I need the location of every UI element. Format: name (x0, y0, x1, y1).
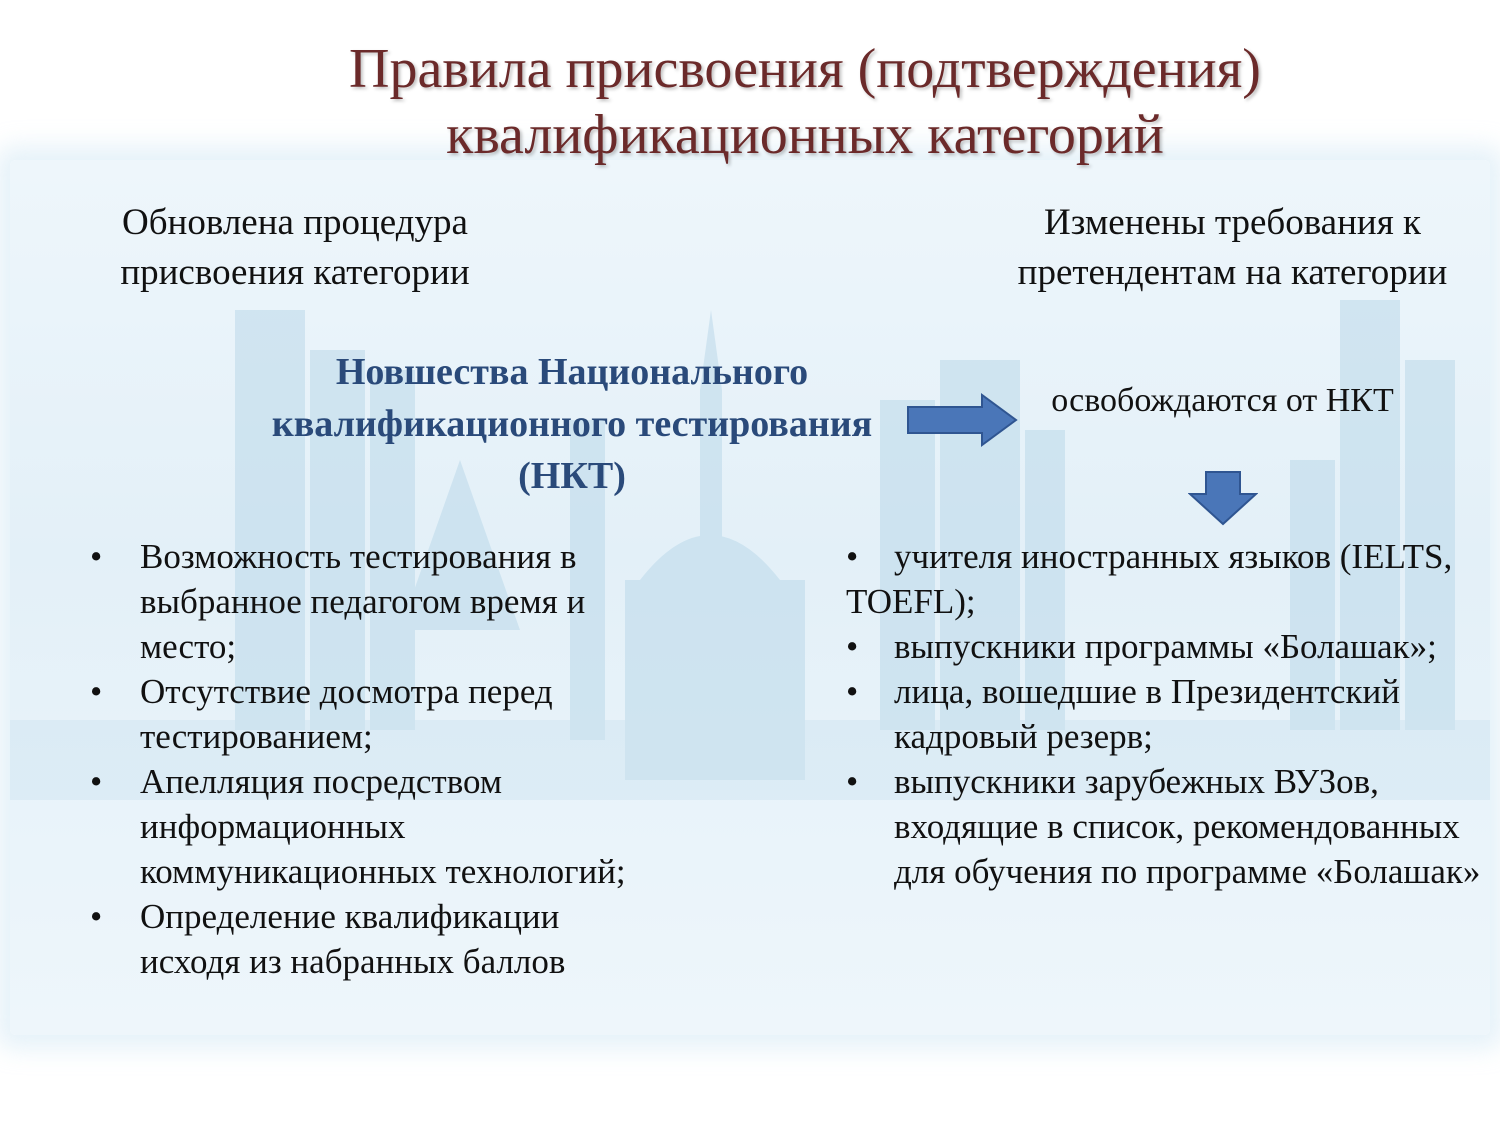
list-item: • выпускники программы «Болашак»; (846, 624, 1496, 669)
slide-title: Правила присвоения (подтверждения) квалификационных категорий (349, 38, 1261, 166)
arrow-right-icon (906, 393, 1018, 447)
nkt-heading: Новшества Национального квалификационного тестирования (НКТ) (271, 351, 873, 497)
list-item-text: учителя иностранных языков (IELTS, TOEFL); (846, 537, 1453, 621)
right-heading: Изменены требования к претендентам на категории (1017, 202, 1448, 293)
list-item: • выпускники зарубежных ВУЗов, входящие в список, рекомендованных для обучения по программе «Болашак» (846, 759, 1496, 894)
right-bullet-list (846, 534, 1496, 894)
list-item: • Отсутствие досмотра перед тестированием; (90, 669, 650, 759)
list-item: • Возможность тестирования в выбранное педагогом время и место; (90, 534, 650, 669)
exempt-label: освобождаются от НКТ (1051, 382, 1394, 419)
list-item: • Апелляция посредством информационных коммуникационных технологий; (90, 759, 650, 894)
left-heading: Обновлена процедура присвоения категории (120, 202, 470, 293)
left-bullet-list (90, 534, 650, 984)
bullet-glyph: • (846, 537, 859, 576)
list-item: • лица, вошедшие в Президентский кадровый резерв; (846, 669, 1496, 759)
list-item (846, 534, 1496, 624)
list-item: • Определение квалификации исходя из набранных баллов (90, 894, 650, 984)
arrow-down-icon (1188, 470, 1258, 526)
